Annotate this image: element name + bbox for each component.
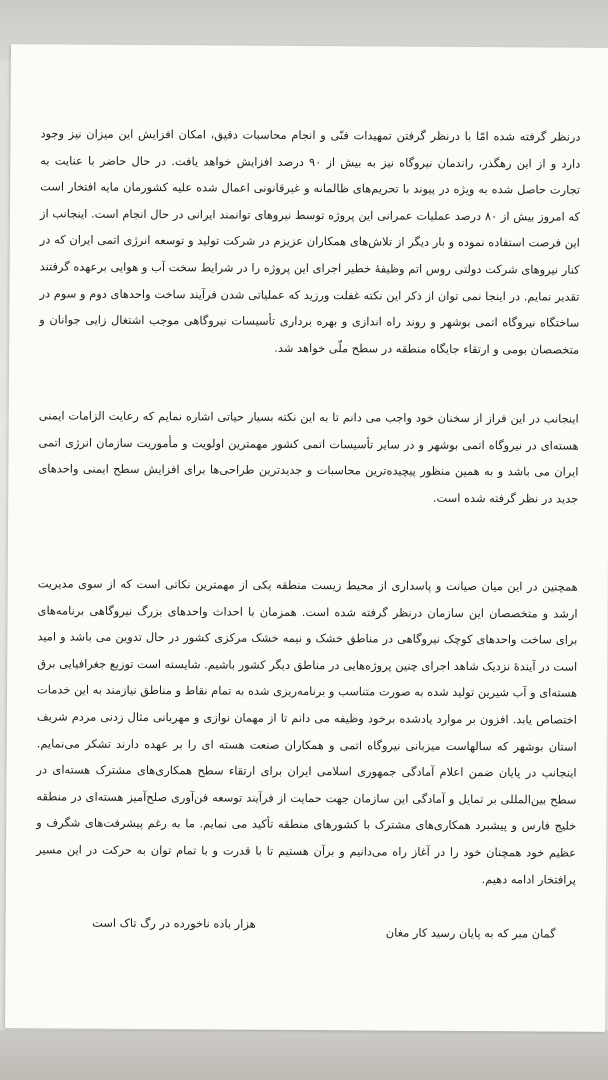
poem-right-hemistich: گمان مبر که به پایان رسید کار مغان [385, 925, 556, 941]
paragraph-1: درنظر گرفته شده امّا با درنظر گرفتن تمهیدات فنّی و انجام محاسبات دقیق، امکان افزایش این میزان نیز وجود دارد و از این رهگذر، راندمان نیروگاه نیز به بیش از ۹۰ درصد افزایش خواهد یافت. در حال حاضر با عنایت به تجارت حاصل شده به ویژه در پیوند با تحریم‌های ظالمانه و غیرقانونی اعمال شده علیه کشورمان مایه افتخار است که امروز بیش از ۸۰ درصد عملیات عمرانی این پروژه توسط نیروهای توانمند ایرانی در حال انجام است. اینجانب از این فرصت استفاده نموده و بار دیگر از تلاش‌های همکاران عزیزم در شرکت تولید و توسعه انرژی اتمی ایران که در کنار نیروهای شرکت دولتی روس اتم وظیفهٔ خطیر اجرای این پروژه را در شرایط سخت آب و هوایی برعهده گرفتند تقدیر نمایم. در اینجا نمی توان از ذکر این نکته غفلت ورزید که عملیاتی شدن فرآیند ساخت واحدهای دوم و سوم در ساختگاه نیروگاه اتمی بوشهر و روند راه اندازی و بهره برداری تأسیسات نیروگاهی موجب اشتغال زایی جوانان و متخصصان بومی و ارتقاء جایگاه منطقه در سطح ملّی خواهد شد. [39, 126, 581, 357]
document-page [5, 44, 608, 1032]
backdrop-bottom [0, 1030, 608, 1080]
poem-left-hemistich: هزار باده ناخورده در رگ تاک است [92, 915, 256, 931]
paragraph-2: اینجانب در این فراز از سخنان خود واجب می دانم تا به این نکته بسیار حیاتی اشاره نمایم که رعایت الزامات ایمنی هسته‌ای در نیروگاه اتمی بوشهر و در سایر تأسیسات اتمی کشور مهمترین اولویت و مأموریت سازمان انرژی اتمی ایران می باشد و به همین منظور پیچیده‌ترین محاسبات و جدیدترین طراحی‌ها برای افزایش سطح ایمنی واحدهای جدید در نظر گرفته شده است. [38, 408, 579, 506]
paragraph-3: همچنین در این میان صیانت و پاسداری از محیط زیست منطقه یکی از مهمترین نکاتی است که از سوی مدیریت ارشد و متخصصان این سازمان درنظر گرفته شده است. همزمان با احداث واحدهای بزرگ نیروگاهی برنامه‌های برای ساخت واحدهای کوچک نیروگاهی در مناطق خشک و نیمه خشک مرکزی کشور در حال تدوین می باشد و امید است در آیندهٔ نزدیک شاهد اجرای چنین پروژه‌هایی در مناطق دیگر کشور باشیم. شایسته است توزیع جغرافیایی برق هسته‌ای و آب شیرین تولید شده به صورت متناسب و برنامه‌ریزی شده به تمام نقاط و مناطق نیازمند به این خدمات اختصاص یابد. افزون بر موارد یادشده برخود وظیفه می دانم تا از مهمان نوازی و مهربانی مثال زدنی مردم شریف استان بوشهر که سالهاست میزبانی نیروگاه اتمی و همکاران صنعت هسته ای را بر عهده دارند تشکر می‌نمایم. اینجانب در پایان ضمن اعلام آمادگی جمهوری اسلامی ایران برای ارتقاء سطح همکاری‌های مشترک هسته‌ای در سطح بین‌المللی بر تمایل و آمادگی این سازمان جهت حمایت از فرآیند توسعه فن‌آوری صلح‌آمیز هسته‌ای در منطقه خلیج فارس و پیشبرد همکاری‌های مشترک با کشورهای منطقه تأکید می نمایم. ما به رغم پیشرفت‌های شگرف و عظیم خود همچنان خود را در آغاز راه می‌دانیم و برآن هستیم تا با قدرت و با تمام توان به حرکت در این مسیر پرافتخار ادامه دهیم. [36, 576, 578, 887]
